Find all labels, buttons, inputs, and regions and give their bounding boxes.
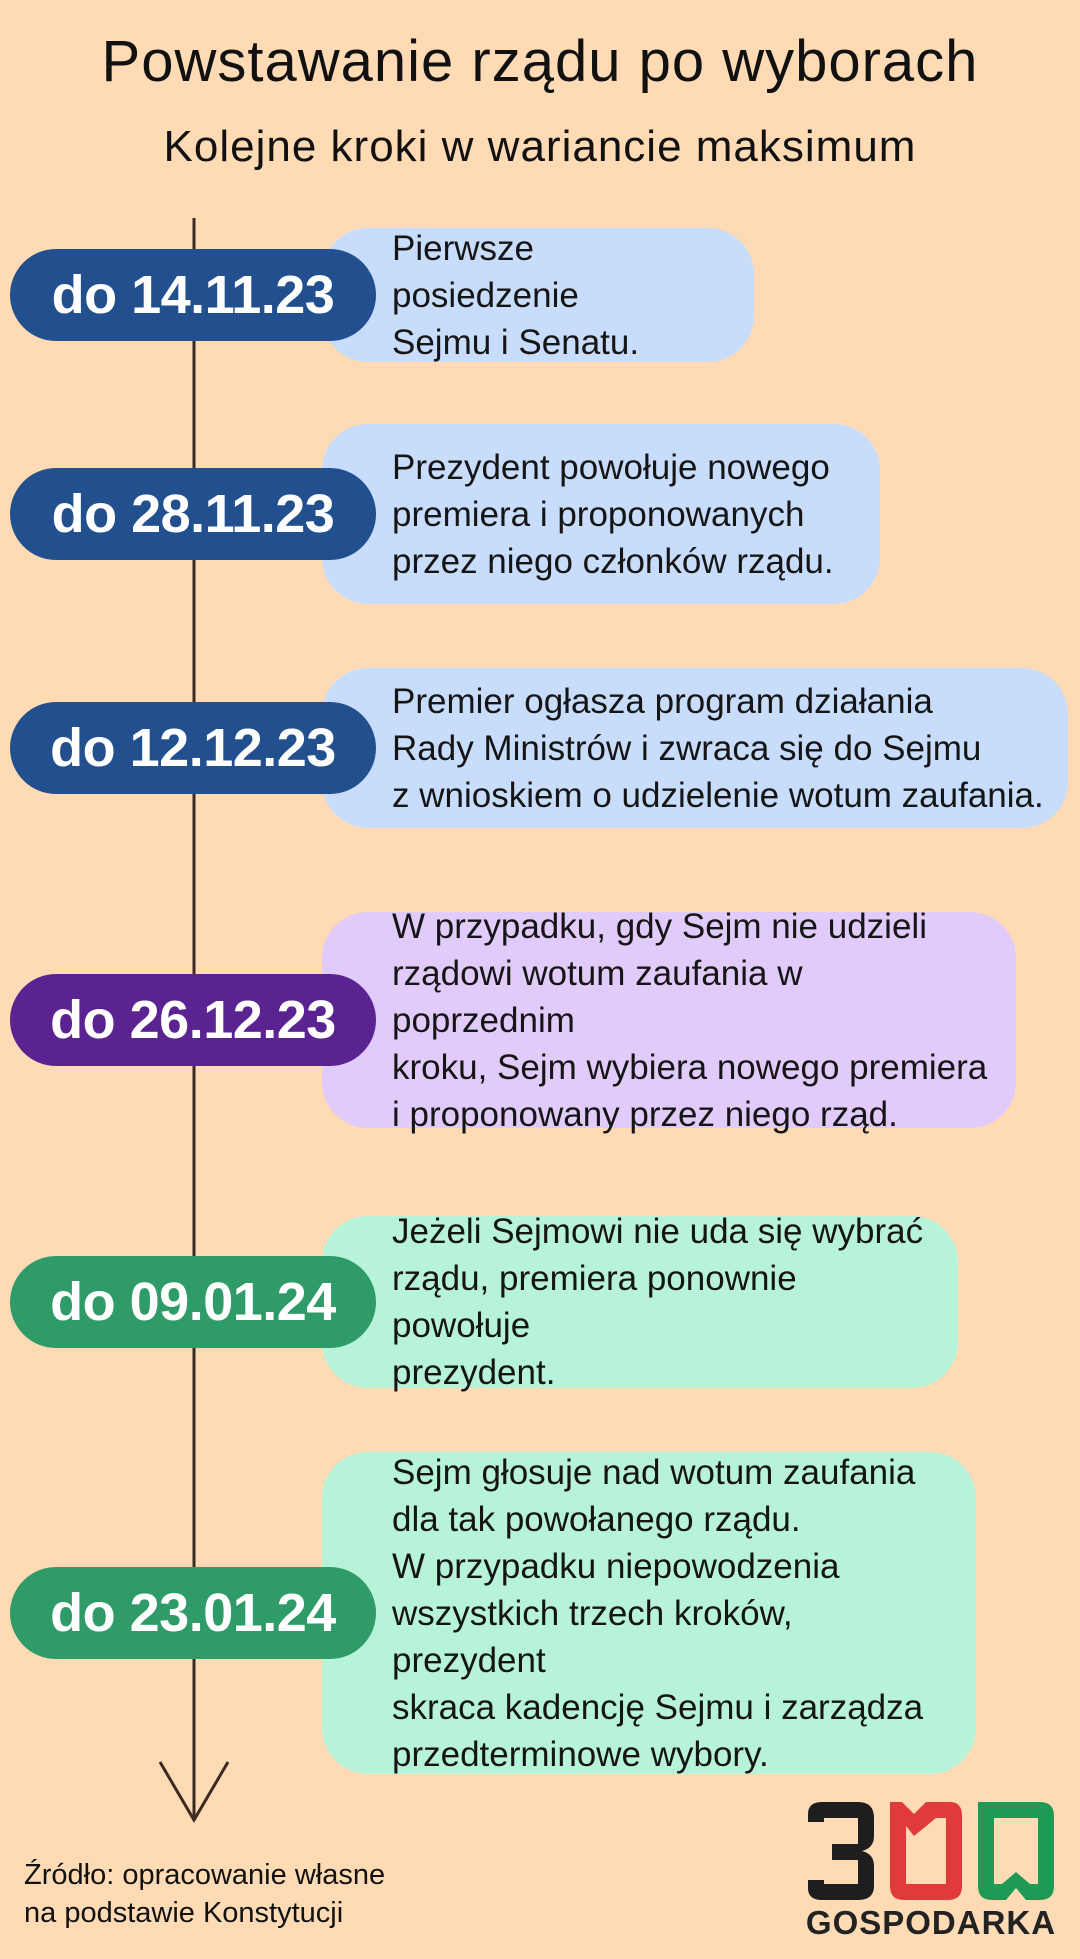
timeline-step: [0, 1452, 1080, 1774]
page-subtitle: Kolejne kroki w wariancie maksimum: [163, 122, 917, 171]
timeline-step: [0, 906, 1080, 1134]
logo-wordmark: GOSPODARKA: [805, 1904, 1057, 1941]
source-line-1: Źródło: opracowanie własne: [24, 1859, 386, 1891]
step-description: Premier ogłasza program działania Rady Ministrów i zwraca się do Sejmu z wnioskiem o udzielenie wotum zaufania.: [392, 681, 1044, 815]
step-date-pill: do 23.01.24: [10, 1567, 376, 1659]
step-description-bubble: [322, 424, 880, 604]
step-description-bubble: [322, 906, 1016, 1134]
gospodarka-300-logo: [800, 1796, 1062, 1946]
step-description-bubble: [322, 1212, 958, 1392]
step-description: Jeżeli Sejmowi nie uda się wybrać rządu, premiera ponownie powołuje prezydent.: [392, 1212, 924, 1392]
source-note: [24, 1856, 385, 1932]
step-description: Prezydent powołuje nowego premiera i proponowanych przez niego członków rządu.: [392, 447, 834, 581]
step-description: Sejm głosuje nad wotum zaufania dla tak powołanego rządu. W przypadku niepowodzenia wszystkich trzech kroków, prezydent skraca kadencję Sejmu i zarządza przedterminowe wybory.: [392, 1452, 924, 1774]
page-title: Powstawanie rządu po wyborach: [101, 29, 979, 94]
step-date-pill: do 26.12.23: [10, 974, 376, 1066]
timeline-step: [0, 1212, 1080, 1392]
step-description: W przypadku, gdy Sejm nie udzieli rządowi wotum zaufania w poprzednim kroku, Sejm wybiera nowego premiera i proponowany przez niego rząd.: [392, 906, 988, 1134]
source-line-2: na podstawie Konstytucji: [24, 1897, 344, 1929]
step-date-pill: do 12.12.23: [10, 702, 376, 794]
step-description-bubble: [322, 228, 754, 362]
step-description: Pierwsze posiedzenie Sejmu i Senatu.: [392, 228, 640, 362]
step-description-bubble: [322, 668, 1068, 828]
step-date-pill: do 14.11.23: [10, 249, 376, 341]
step-description-bubble: [322, 1452, 976, 1774]
step-date-pill: do 09.01.24: [10, 1256, 376, 1348]
logo-300-icon: [800, 1796, 1062, 1906]
step-date-pill: do 28.11.23: [10, 468, 376, 560]
timeline-step: [0, 668, 1080, 828]
timeline-step: [0, 424, 1080, 604]
timeline-step: [0, 228, 1080, 362]
